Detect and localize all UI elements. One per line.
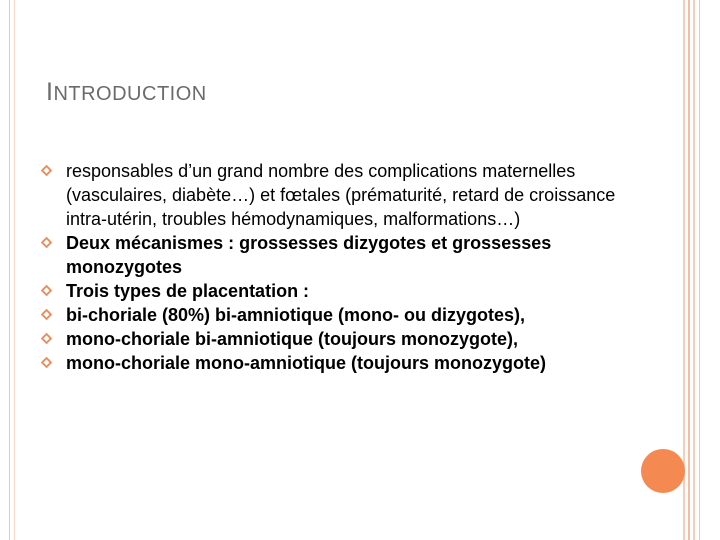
slide-title-rest: NTRODUCTION (53, 83, 207, 105)
list-item (40, 351, 630, 375)
list-item-text: bi-choriale (80%) bi-amniotique (mono- ou dizygotes), (66, 305, 526, 325)
diamond-icon (40, 332, 53, 345)
bullet-list (40, 159, 630, 375)
slide-right-stripe (683, 0, 695, 540)
accent-circle (641, 449, 685, 493)
list-item-text: Trois types de placentation : (66, 281, 310, 301)
slide-title-initial: I (46, 78, 54, 106)
list-item-text: responsables d’un grand nombre des complications maternelles (vasculaires, diabète…) et fœtales (prématurité, retard de croissance intra-utérin, troubles hémodynamiques, malformations…) (66, 161, 616, 229)
list-item (40, 231, 630, 279)
list-item (40, 303, 630, 327)
list-item-text: mono-choriale bi-amniotique (toujours monozygote), (66, 329, 518, 349)
list-item (40, 279, 630, 303)
diamond-icon (40, 236, 53, 249)
list-item (40, 327, 630, 351)
diamond-icon (40, 164, 53, 177)
list-item-text: Deux mécanismes : grossesses dizygotes et grossesses monozygotes (66, 233, 552, 277)
diamond-icon (40, 356, 53, 369)
list-item (40, 159, 630, 231)
list-item-text: mono-choriale mono-amniotique (toujours monozygote) (66, 353, 546, 373)
diamond-icon (40, 284, 53, 297)
diamond-icon (40, 308, 53, 321)
slide-title (46, 78, 207, 107)
